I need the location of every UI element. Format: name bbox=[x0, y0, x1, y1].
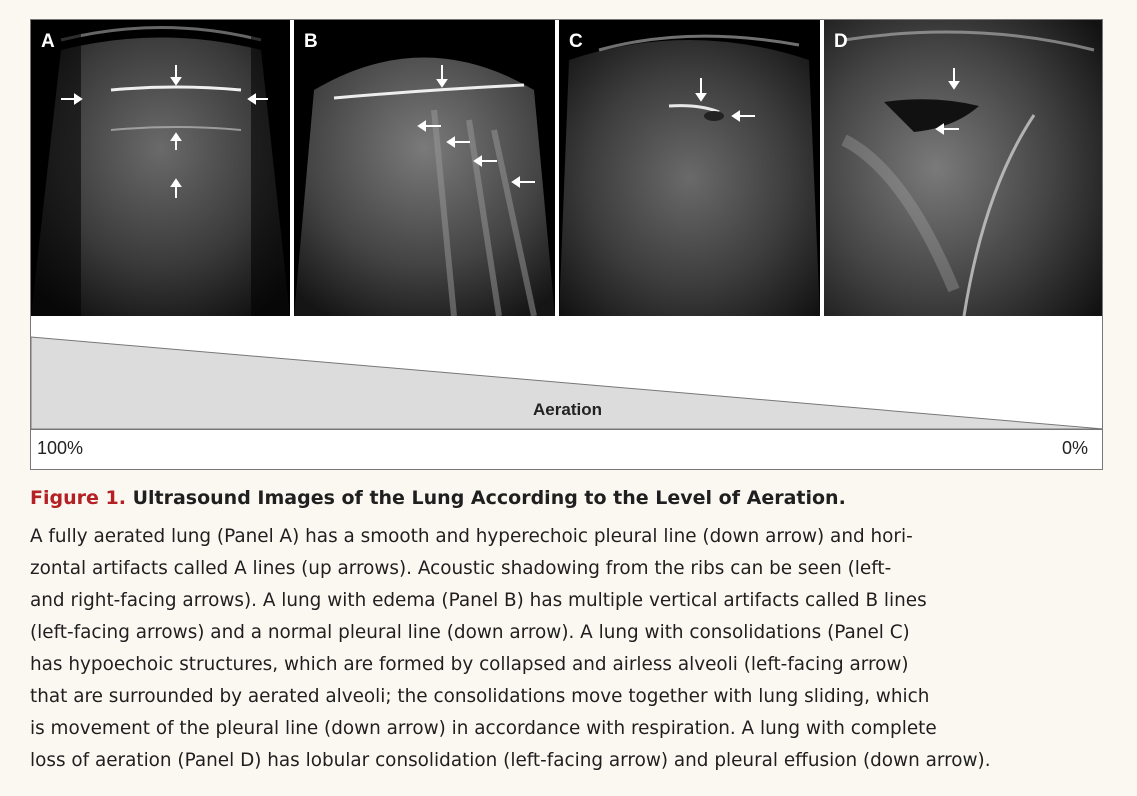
panel-d bbox=[824, 20, 1103, 316]
aeration-title: Aeration bbox=[533, 400, 602, 419]
figure-caption bbox=[30, 487, 1110, 777]
ultrasound-panels bbox=[31, 20, 1103, 316]
caption-line: is movement of the pleural line (down arrow) in accordance with respiration. A lung with complete bbox=[30, 718, 937, 739]
panel-a-image bbox=[31, 20, 290, 316]
caption-line: zontal artifacts called A lines (up arrows). Acoustic shadowing from the ribs can be seen (left- bbox=[30, 558, 892, 579]
caption-line: that are surrounded by aerated alveoli; the consolidations move together with lung sliding, which bbox=[30, 686, 930, 707]
panel-d-label: D bbox=[834, 31, 848, 52]
caption-line: (left-facing arrows) and a normal pleural line (down arrow). A lung with consolidations (Panel C) bbox=[30, 622, 910, 643]
panel-c-image bbox=[559, 20, 820, 316]
aeration-left-label: 100% bbox=[37, 438, 84, 458]
caption-line: loss of aeration (Panel D) has lobular consolidation (left-facing arrow) and pleural effusion (down arrow). bbox=[30, 750, 991, 771]
aeration-right-label: 0% bbox=[1061, 438, 1088, 458]
panel-b-image bbox=[294, 20, 555, 316]
aeration-divider bbox=[31, 429, 1103, 430]
panel-d-image bbox=[824, 20, 1103, 316]
figure bbox=[30, 19, 1103, 470]
caption-line: and right-facing arrows). A lung with edema (Panel B) has multiple vertical artifacts called B lines bbox=[30, 590, 927, 611]
panel-a bbox=[31, 20, 290, 316]
caption-line: A fully aerated lung (Panel A) has a smooth and hyperechoic pleural line (down arrow) and hori- bbox=[30, 526, 913, 547]
figure-label: Figure 1. bbox=[30, 487, 126, 509]
caption-title: Ultrasound Images of the Lung According to the Level of Aeration. bbox=[132, 487, 846, 509]
caption-heading bbox=[30, 487, 1110, 509]
panel-a-label: A bbox=[41, 31, 55, 52]
panel-c-label: C bbox=[569, 31, 583, 52]
caption-line: has hypoechoic structures, which are formed by collapsed and airless alveoli (left-facing arrow) bbox=[30, 654, 909, 675]
panel-b-label: B bbox=[304, 31, 318, 52]
caption-body bbox=[30, 521, 1110, 777]
panel-c bbox=[559, 20, 820, 316]
panel-b bbox=[294, 20, 555, 316]
